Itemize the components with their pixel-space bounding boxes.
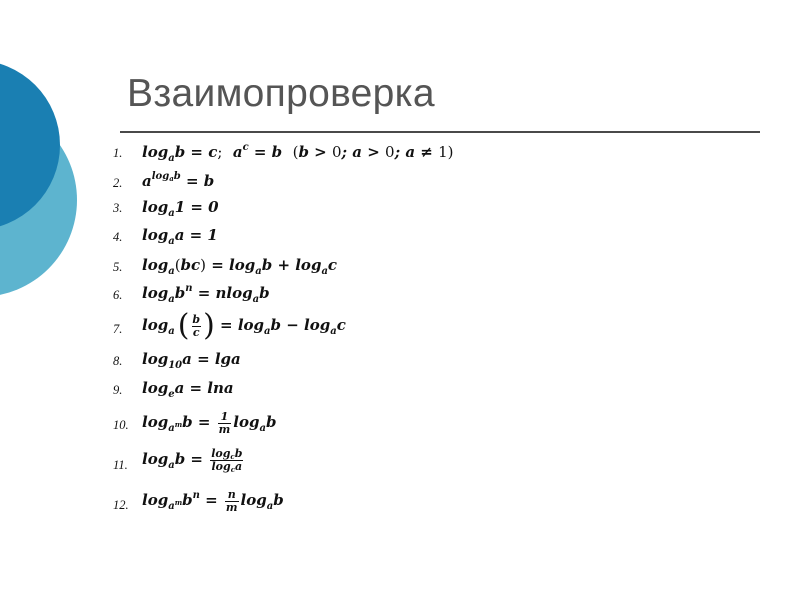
formula-number: 5. <box>113 260 123 274</box>
formula-number: 10. <box>113 418 129 432</box>
formula-number: 3. <box>113 201 123 215</box>
formula-7: $\log_a$ ( $\frac{b}{c}$ ) = $\log_ab - \log_ac$ <box>142 308 346 344</box>
formula-number: 1. <box>113 146 123 160</box>
formula-6: $\log_ab^n = nlog_ab$ <box>142 283 270 305</box>
slide-title: Взаимопроверка <box>127 72 435 115</box>
formula-number: 2. <box>113 176 123 190</box>
formula-2: $a^{log_ab} = b$ <box>142 171 215 190</box>
formula-number: 7. <box>113 322 123 336</box>
formula-4: $\log_aa = 1$ <box>142 226 218 247</box>
formula-3: $\log_a1 = 0$ <box>142 198 219 219</box>
formula-10: $\log_{a^m}b$ = $\frac{1}{m}$ $\log_ab$ <box>142 410 277 436</box>
formula-number: 8. <box>113 354 123 368</box>
formula-1: $\log_ab = c$; $a^c = b$ (b > 0; a > 0; a ≠ 1) <box>142 142 454 164</box>
formula-number: 12. <box>113 498 129 512</box>
formula-12: $\log_{a^m}b^n$ = $\frac{n}{m}$ $\log_ab$ <box>142 488 284 514</box>
formula-8: $\log_{10}a = \lg a$ <box>142 350 241 371</box>
formula-number: 4. <box>113 230 123 244</box>
formula-11: $\log_ab$ = $\frac{\log_cb}{\log_ca}$ <box>142 447 243 474</box>
formula-number: 6. <box>113 288 123 302</box>
formula-5: $\log_a(bc) = \log_ab + \log_ac$ <box>142 256 338 277</box>
formula-number: 9. <box>113 383 123 397</box>
formula-number: 11. <box>113 458 128 472</box>
formula-9: $\log_ea = \ln a$ <box>142 379 234 400</box>
